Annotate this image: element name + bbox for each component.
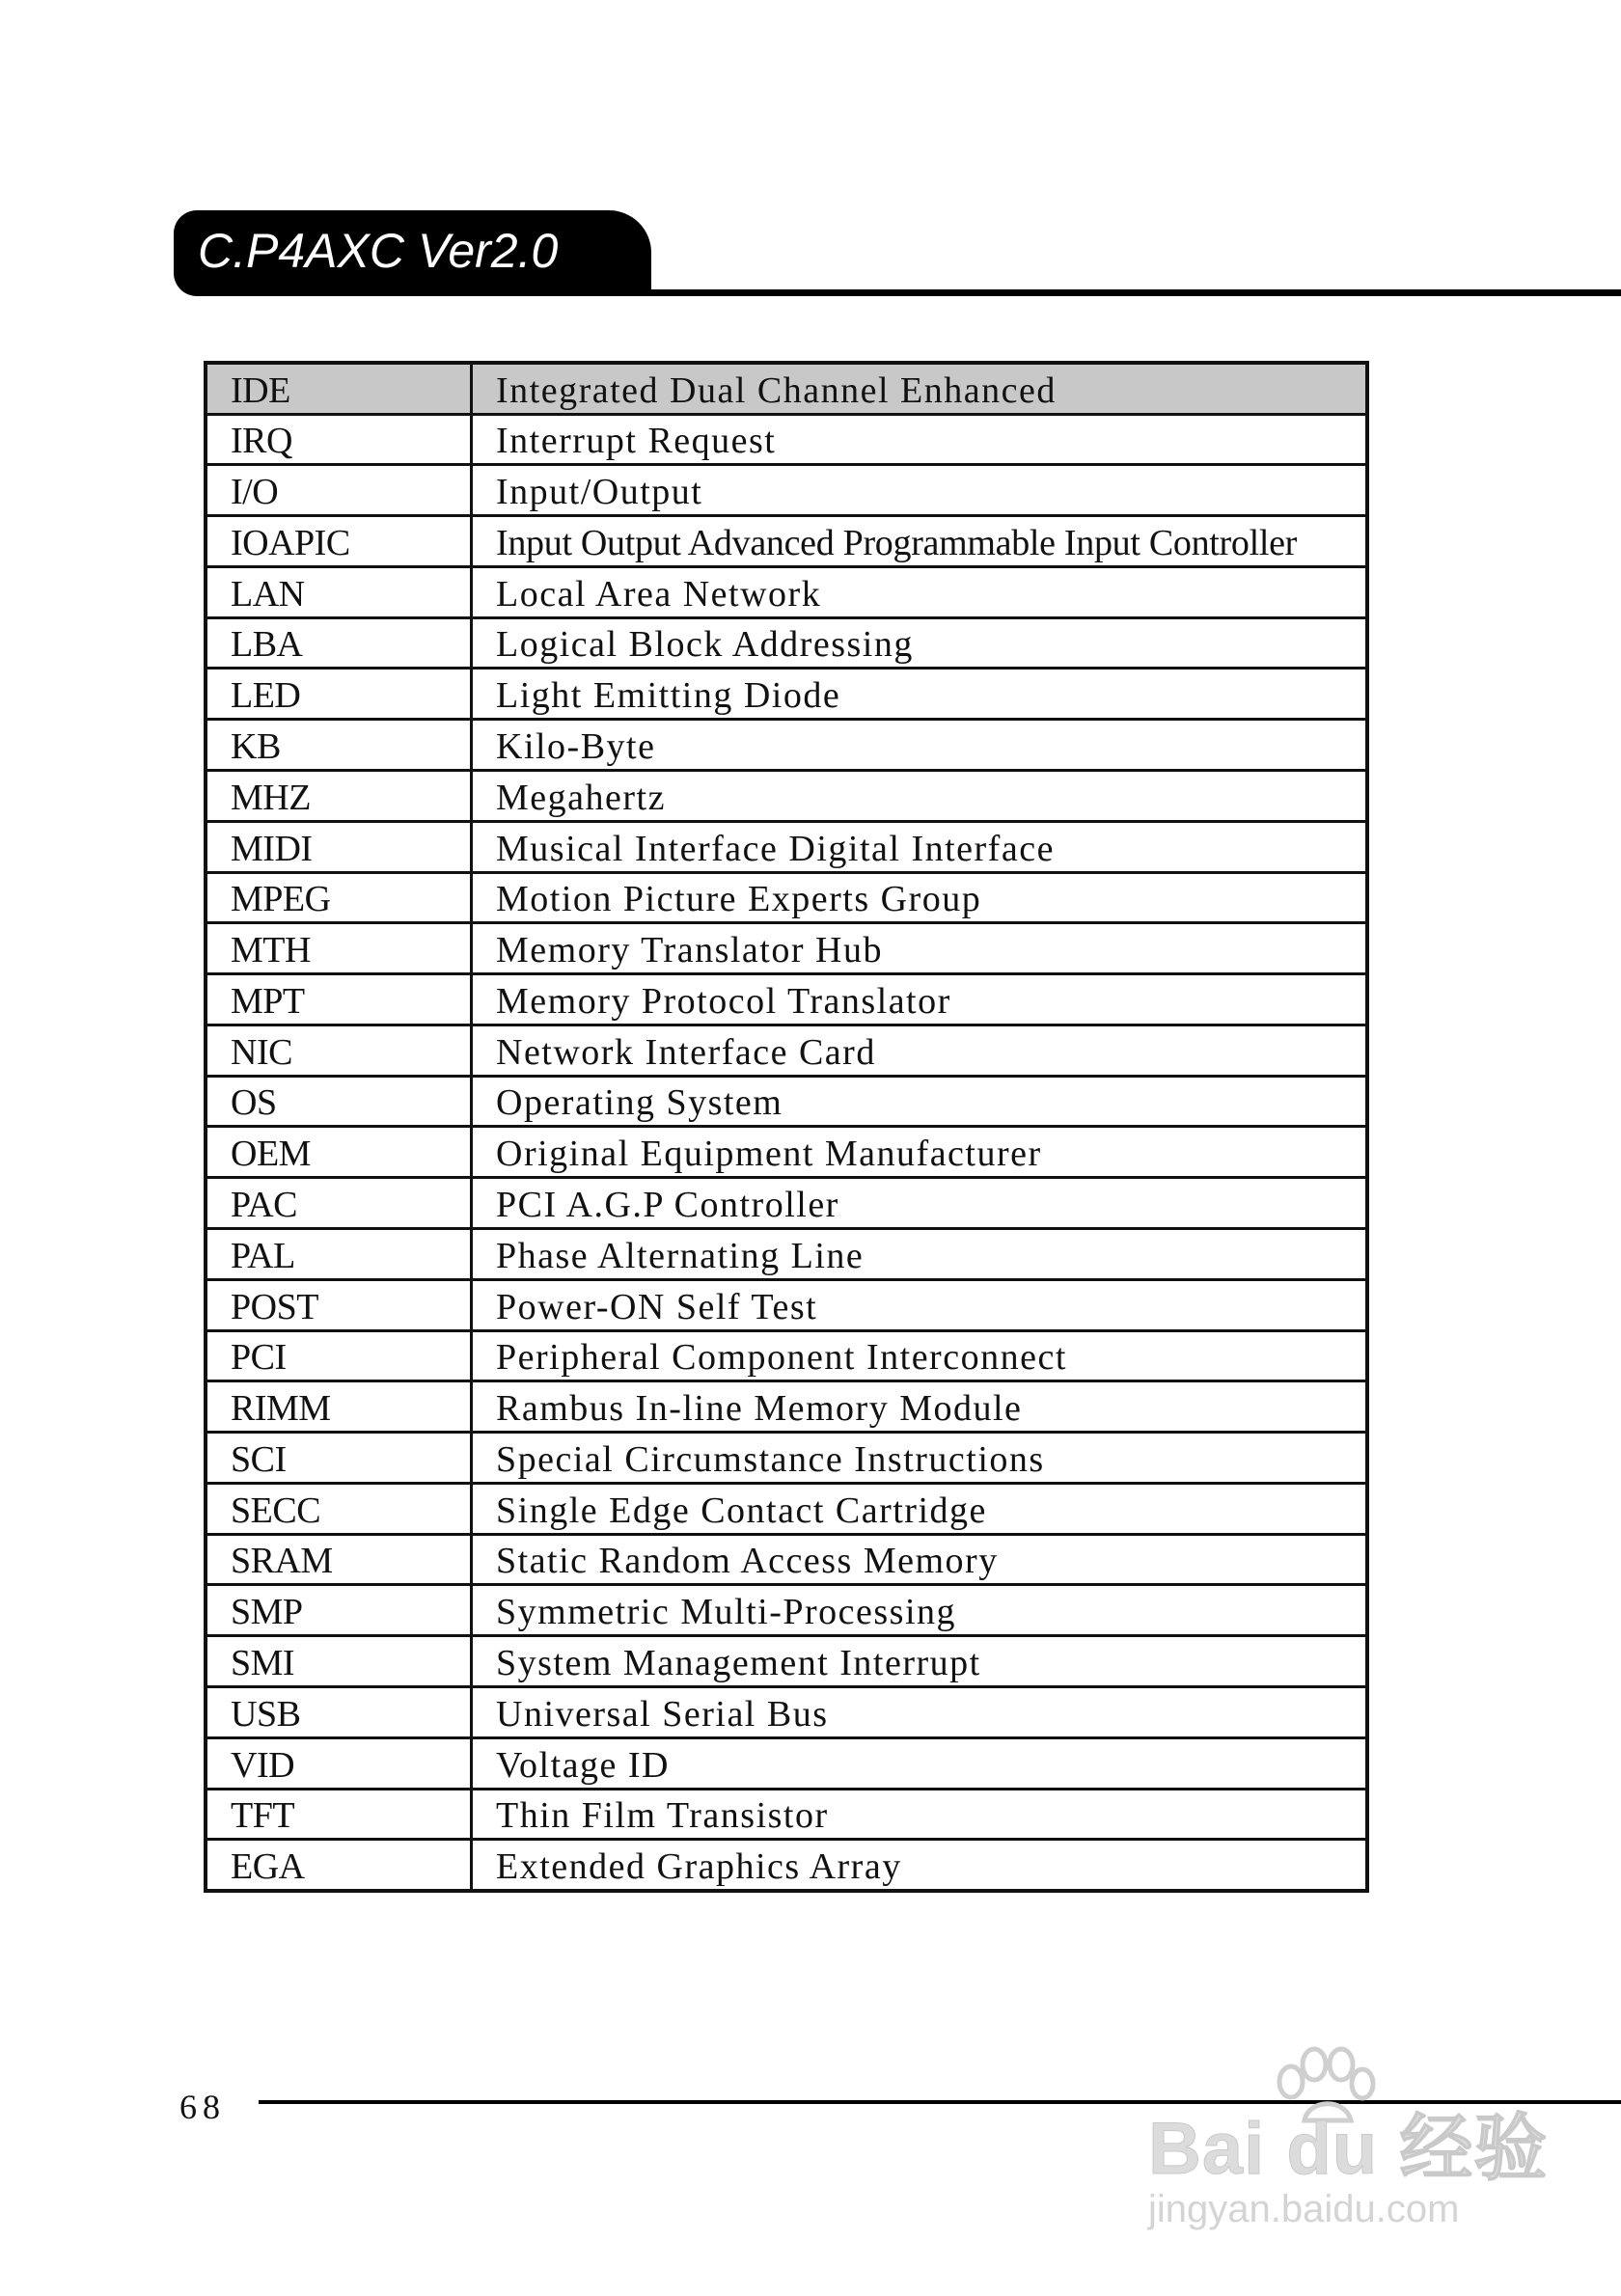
definition-cell: Original Equipment Manufacturer: [472, 1127, 1366, 1178]
table-row: [207, 1229, 1365, 1280]
table-row: [207, 1433, 1365, 1484]
definition-cell: Phase Alternating Line: [472, 1229, 1366, 1280]
definition-cell: Extended Graphics Array: [496, 1846, 902, 1887]
table-row: [207, 1381, 1365, 1433]
definition-cell: Integrated Dual Channel Enhanced: [472, 365, 1366, 414]
table-row: [207, 1789, 1365, 1840]
table-row: [207, 1178, 1365, 1229]
table-row: [207, 923, 1365, 974]
table-row: [207, 669, 1365, 720]
definition-cell: System Management Interrupt: [472, 1636, 1366, 1687]
definition-cell: Logical Block Addressing: [472, 617, 1366, 669]
definition-cell: Interrupt Request: [472, 414, 1366, 465]
definition-cell: Musical Interface Digital Interface: [472, 821, 1366, 872]
watermark-url: jingyan.baidu.com: [1148, 2188, 1460, 2230]
abbr-cell: EGA: [207, 1840, 472, 1889]
definition-cell: Thin Film Transistor: [472, 1789, 1366, 1840]
abbr-cell: OEM: [207, 1127, 472, 1178]
abbr-cell: SMP: [207, 1585, 472, 1636]
table-row: [207, 720, 1365, 771]
abbr-cell: LED: [207, 669, 472, 720]
abbr-cell: MHZ: [207, 770, 472, 821]
definition-cell: Peripheral Component Interconnect: [472, 1330, 1366, 1381]
definition-cell: Input Output Advanced Programmable Input Controller: [472, 516, 1366, 567]
table-row: [207, 1840, 1365, 1889]
table-row: [207, 821, 1365, 872]
definition-cell: Memory Protocol Translator: [472, 974, 1366, 1025]
definition-cell: Kilo-Byte: [472, 720, 1366, 771]
table-row: [207, 516, 1365, 567]
abbr-cell: SMI: [207, 1636, 472, 1687]
table-row: [207, 1737, 1365, 1789]
table-row: [207, 872, 1365, 923]
abbr-cell: PAC: [207, 1178, 472, 1229]
abbr-cell: MPT: [207, 974, 472, 1025]
table-row: [207, 770, 1365, 821]
table-row: [207, 1127, 1365, 1178]
definition-cell: Static Random Access Memory: [472, 1534, 1366, 1585]
abbr-cell: PAL: [207, 1229, 472, 1280]
table-row: [207, 465, 1365, 516]
glossary-table: [204, 361, 1369, 1893]
definition-cell: Rambus In-line Memory Module: [472, 1381, 1366, 1433]
abbr-cell: MIDI: [207, 821, 472, 872]
table-row: [207, 1636, 1365, 1687]
abbr-cell: LAN: [207, 566, 472, 617]
abbr-cell: IOAPIC: [207, 516, 472, 567]
abbr-cell: VID: [207, 1737, 472, 1789]
abbr-cell: MTH: [207, 923, 472, 974]
abbr-cell: I/O: [207, 465, 472, 516]
abbr-cell: LBA: [207, 617, 472, 669]
definition-cell: Local Area Network: [472, 566, 1366, 617]
abbr-cell: SRAM: [207, 1534, 472, 1585]
table-row: [207, 1483, 1365, 1534]
definition-cell: PCI A.G.P Controller: [472, 1178, 1366, 1229]
definition-cell: Megahertz: [472, 770, 1366, 821]
table-row: [207, 1585, 1365, 1636]
definition-cell: Motion Picture Experts Group: [472, 872, 1366, 923]
watermark: [1139, 2043, 1563, 2236]
definition-cell: Operating System: [472, 1076, 1366, 1127]
definition-cell: Memory Translator Hub: [472, 923, 1366, 974]
table-row: [207, 617, 1365, 669]
abbr-cell: IRQ: [207, 414, 472, 465]
table-row: [207, 974, 1365, 1025]
definition-cell: Voltage ID: [472, 1737, 1366, 1789]
table-row: [207, 1025, 1365, 1076]
table-header-row: [207, 365, 1365, 414]
definition-cell: Power-ON Self Test: [472, 1279, 1366, 1330]
abbr-cell: TFT: [207, 1789, 472, 1840]
abbr-cell: KB: [207, 720, 472, 771]
abbr-cell: SCI: [207, 1433, 472, 1484]
definition-cell: Light Emitting Diode: [472, 669, 1366, 720]
table-row: [207, 414, 1365, 465]
definition-cell: Single Edge Contact Cartridge: [472, 1483, 1366, 1534]
table-row: [207, 1687, 1365, 1738]
abbr-cell: PCI: [207, 1330, 472, 1381]
abbr-cell: POST: [207, 1279, 472, 1330]
abbr-cell: NIC: [207, 1025, 472, 1076]
watermark-brand: Bai du 经验: [1148, 2108, 1549, 2190]
definition-cell: Network Interface Card: [472, 1025, 1366, 1076]
manual-title: C.P4AXC Ver2.0: [198, 224, 559, 278]
definition-cell: Special Circumstance Instructions: [472, 1433, 1366, 1484]
table-row: [207, 1279, 1365, 1330]
abbr-cell: MPEG: [207, 872, 472, 923]
header-rule: [618, 289, 1621, 296]
definition-cell: Symmetric Multi-Processing: [472, 1585, 1366, 1636]
abbr-cell: OS: [207, 1076, 472, 1127]
abbr-cell: SECC: [207, 1483, 472, 1534]
definition-cell: Universal Serial Bus: [472, 1687, 1366, 1738]
table-row: [207, 1330, 1365, 1381]
table-row: [207, 1534, 1365, 1585]
definition-cell: Input/Output: [472, 465, 1366, 516]
abbr-cell: USB: [207, 1687, 472, 1738]
abbr-cell: IDE: [207, 365, 472, 414]
abbr-cell: RIMM: [207, 1381, 472, 1433]
page-number: 68: [179, 2088, 226, 2126]
table-row: [207, 1076, 1365, 1127]
table-row: [207, 566, 1365, 617]
